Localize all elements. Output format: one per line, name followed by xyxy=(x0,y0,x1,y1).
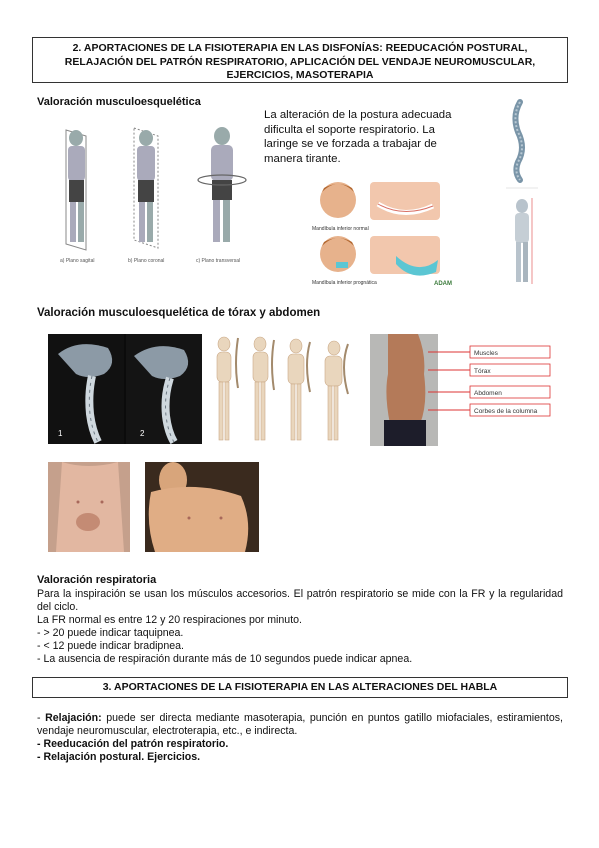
label-plano-coronal: b) Plano coronal xyxy=(128,258,165,264)
respiratory-line-4: - La ausencia de respiración durante más de 10 segundos puede indicar apnea. xyxy=(37,653,413,665)
section-3-title xyxy=(32,677,568,698)
chest-photo-2 xyxy=(145,462,259,552)
label-plano-sagital: a) Plano sagital xyxy=(60,258,95,264)
heading-valoracion-torax-abdomen: Valoración musculoesquelética de tórax y abdomen xyxy=(37,307,321,319)
torso-annotated-figure xyxy=(370,334,552,446)
annotation-corbes: Corbes de la columna xyxy=(474,408,538,415)
relaxation-label: Relajación: xyxy=(45,712,102,724)
xray-label-1: 1 xyxy=(58,429,63,438)
respiratory-line-3: - < 12 puede indicar bradipnea. xyxy=(37,640,184,652)
heading-valoracion-musculoesqueletica: Valoración musculoesquelética xyxy=(37,96,201,108)
bullet-relajacion-postural: - Relajación postural. Ejercicios. xyxy=(37,751,201,763)
posture-planes-figure xyxy=(48,122,258,270)
xray-label-2: 2 xyxy=(140,429,145,438)
annotation-torax: Tórax xyxy=(474,368,491,375)
label-mandibula-normal: Mandíbula inferior normal xyxy=(312,226,369,232)
chest-photo-1 xyxy=(48,462,130,552)
section-2-title xyxy=(32,37,568,83)
skeleton-posture-figure xyxy=(208,334,360,446)
mandible-figure xyxy=(308,178,478,288)
posture-paragraph: La alteración de la postura adecuada dificulta el soporte respiratorio. La laringe se ve forzada a trabajar de manera tirante. xyxy=(264,109,452,165)
label-plano-transversal: c) Plano transversal xyxy=(196,258,241,264)
figure-sagittal-plane xyxy=(66,130,86,250)
section-2-title-text: 2. APORTACIONES DE LA FISIOTERAPIA EN LAS DISFONÍAS: REEDUCACIÓN POSTURAL, RELAJACIÓN DEL PATRÓN RESPIRATORIO, APLICACIÓN DEL VENDAJE NEUROMUSCULAR, EJERCICIOS, MASOTERAPIA xyxy=(64,42,536,81)
bullet-reeducacion: - Reeducación del patrón respiratorio. xyxy=(37,738,229,750)
relaxation-text: puede ser directa mediante masoterapia, punción en puntos gatillo miofaciales, estiramientos, vendaje neuromuscular, electroterapia, etc., e indirecta. xyxy=(37,712,563,737)
respiratory-line-2: - > 20 puede indicar taquipnea. xyxy=(37,627,184,639)
relaxation-paragraph: - Relajación: puede ser directa mediante masoterapia, punción en puntos gatillo miofaciales, estiramientos, vendaje neuromuscular, electroterapia, etc., e indirecta. xyxy=(37,712,563,737)
respiratory-line-1: La FR normal es entre 12 y 20 respiraciones por minuto. xyxy=(37,614,302,626)
respiratory-paragraph: Para la inspiración se usan los músculos accesorios. El patrón respiratorio se mide con la FR y la regularidad del ciclo. xyxy=(37,588,563,613)
spine-profile-figure xyxy=(502,96,544,296)
figure-coronal-plane xyxy=(134,128,158,248)
annotation-abdomen: Abdomen xyxy=(474,390,502,397)
adam-logo: ADAM xyxy=(434,281,452,287)
annotation-muscles: Muscles xyxy=(474,350,498,357)
neck-xray-figure xyxy=(48,334,202,444)
section-3-title-text: 3. APORTACIONES DE LA FISIOTERAPIA EN LAS ALTERACIONES DEL HABLA xyxy=(102,681,498,693)
figure-transverse-plane xyxy=(198,127,246,242)
label-mandibula-prognatica: Mandíbula inferior prognática xyxy=(312,280,377,286)
heading-valoracion-respiratoria: Valoración respiratoria xyxy=(37,574,157,586)
